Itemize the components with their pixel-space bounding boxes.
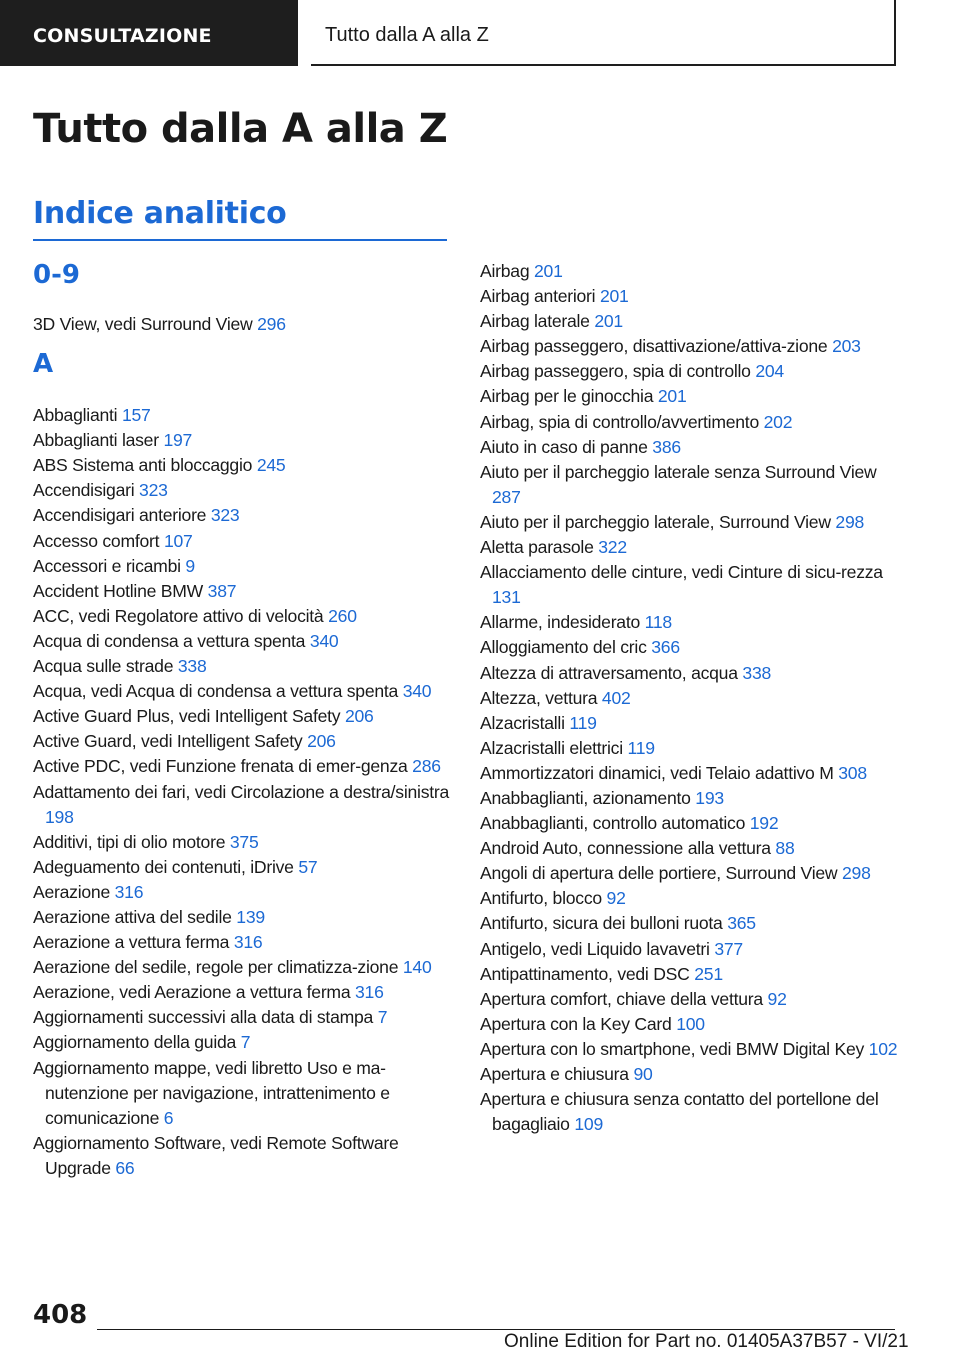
index-entry [33,679,453,704]
index-entry [480,1012,900,1037]
index-entry-page-link[interactable]: 131 [492,587,521,608]
index-entry [33,980,453,1005]
index-entry-page-link[interactable]: 201 [657,386,687,407]
chapter-heading: Tutto dalla A alla Z [311,0,896,66]
index-entry-term: Adeguamento dei contenuti, iDrive [33,856,294,877]
index-entry-page-link[interactable]: 340 [309,630,339,651]
index-entry-page-link[interactable]: 308 [838,762,867,783]
index-entry [480,1087,900,1137]
index-letter-heading: A [33,349,54,380]
index-entry-term: Acqua, vedi Acqua di condensa a vettura spenta [33,681,399,702]
index-entry [480,610,900,635]
index-entry [480,786,900,811]
index-entry [33,629,453,654]
index-entry [33,554,453,579]
index-entry-term: Anabbaglianti, azionamento [480,787,691,808]
index-entry-term: Antifurto, sicura dei bulloni ruota [480,913,723,934]
index-entry-page-link[interactable]: 193 [695,787,724,808]
index-entry-term: Apertura con lo smartphone, vedi BMW Digital Key [480,1038,865,1059]
index-entry-page-link[interactable]: 338 [177,656,207,677]
index-entry-term: Acqua di condensa a vettura spenta [33,630,306,651]
index-entry-term: Aiuto per il parcheggio laterale senza Surround View [480,461,877,482]
index-entry [33,780,453,830]
index-entry [33,955,453,980]
index-entry [480,811,900,836]
index-entry [480,962,900,987]
index-entry [480,460,900,510]
index-entry [33,855,453,880]
index-entry-term: Airbag anteriori [480,286,596,307]
index-entry-term: ACC, vedi Regolatore attivo di velocità [33,605,324,626]
index-entry [480,535,900,560]
index-entry [33,1005,453,1030]
index-entry [480,987,900,1012]
index-entry-term: Accesso comfort [33,530,160,551]
index-entry [33,880,453,905]
index-entry-term: Airbag passeggero, spia di controllo [480,361,751,382]
index-entry-page-link[interactable]: 338 [742,662,772,683]
index-entry-page-link[interactable]: 9 [185,555,195,576]
index-entry-term: Altezza, vettura [480,687,598,708]
index-entry-page-link[interactable]: 206 [307,731,336,752]
index-entry [480,259,900,284]
index-entry-term: Airbag [480,261,530,281]
index-entry-page-link[interactable]: 298 [842,863,871,884]
index-entry [480,435,900,460]
index-entry-term: Accessori e ricambi [33,555,181,576]
index-entry-page-link[interactable]: 316 [114,881,144,902]
index-entry-page-link[interactable]: 386 [652,436,681,457]
index-entry [480,761,900,786]
index-entry-page-link[interactable]: 92 [767,988,787,1009]
index-entry-page-link[interactable]: 140 [402,957,432,978]
index-entry-page-link[interactable]: 92 [606,888,626,909]
index-entry-page-link[interactable]: 66 [115,1157,135,1178]
index-entry-term: Aletta parasole [480,537,594,558]
index-entry-term: Aerazione del sedile, regole per climatizza-zione [33,957,399,978]
index-entry-page-link[interactable]: 287 [492,486,521,507]
index-entry-page-link[interactable]: 109 [574,1114,603,1135]
index-entry [480,937,900,962]
page-number: 408 [33,1300,88,1330]
index-entry-page-link[interactable]: 366 [651,637,680,658]
page-title: Tutto dalla A alla Z [33,106,448,152]
index-entry [33,529,453,554]
index-entry-page-link[interactable]: 100 [676,1013,705,1034]
index-entry-term: Apertura con la Key Card [480,1013,672,1034]
index-entry-page-link[interactable]: 202 [763,411,793,432]
index-entry [480,510,900,535]
index-entry-page-link[interactable]: 157 [121,405,151,426]
index-entry-term: Allacciamento delle cinture, vedi Cinture di sicu-rezza [480,562,883,583]
index-entry [480,410,900,435]
index-entry-page-link[interactable]: 203 [832,336,861,357]
index-entry [480,309,900,334]
index-entry-page-link[interactable]: 201 [594,311,623,332]
index-entry-term: Aiuto in caso di panne [480,436,648,457]
index-entry-term: Active PDC, vedi Funzione frenata di emer-genza [33,756,408,777]
index-entry [480,334,900,359]
index-entry-page-link[interactable]: 316 [233,932,263,953]
index-entry [480,384,900,409]
index-entry-page-link[interactable]: 377 [714,938,743,959]
index-entry-term: Acqua sulle strade [33,656,174,677]
index-entry-term: Accident Hotline BMW [33,580,204,601]
index-entry-term: ABS Sistema anti bloccaggio [33,455,253,476]
section-tab: CONSULTAZIONE [0,0,298,66]
index-entry [480,836,900,861]
index-entry [33,830,453,855]
index-entry-page-link[interactable]: 298 [835,511,865,532]
index-entry-page-link[interactable]: 7 [240,1032,251,1053]
index-entry-term: Active Guard, vedi Intelligent Safety [33,731,303,752]
index-entry-term: 3D View, vedi Surround View [33,314,253,334]
index-entry-term: Active Guard Plus, vedi Intelligent Safety [33,706,341,727]
index-entry-term: Aggiornamento della guida [33,1032,237,1053]
index-entry-page-link[interactable]: 107 [163,530,193,551]
index-entry-page-link[interactable]: 365 [727,913,756,934]
index-entry-term: Additivi, tipi di olio motore [33,831,226,852]
index-entry-page-link[interactable]: 192 [749,813,779,834]
index-entry-term: Adattamento dei fari, vedi Circolazione a destra/sinistra [33,781,450,802]
index-entry-term: Apertura comfort, chiave della vettura [480,988,763,1009]
index-entry-page-link[interactable]: 286 [412,756,441,777]
index-entry [480,911,900,936]
index-entry-page-link[interactable]: 198 [45,806,74,827]
index-entry-page-link[interactable]: 260 [328,605,357,626]
index-entry [480,359,900,384]
index-entry [33,754,453,779]
index-entry-term: Aerazione attiva del sedile [33,906,232,927]
index-entry-term: Anabbaglianti, controllo automatico [480,813,746,834]
index-entry-term: Aerazione, vedi Aerazione a vettura ferma [33,982,351,1003]
index-entry [33,403,453,428]
index-entry [33,905,453,930]
edition-note: Online Edition for Part no. 01405A37B57 - VI/21 [504,1331,909,1352]
index-entry-term: Aiuto per il parcheggio laterale, Surround View [480,511,831,532]
index-entry [480,1062,900,1087]
index-letter-heading: 0-9 [33,260,80,290]
index-entry-term: Aggiornamento Software, vedi Remote Software Upgrade [33,1132,399,1178]
index-entry [33,930,453,955]
index-entry-term: Allarme, indesiderato [480,612,641,633]
subtitle-divider [33,239,447,241]
index-entry-page-link[interactable]: 7 [377,1007,388,1028]
index-entry-term: Airbag laterale [480,311,590,332]
index-entry-page-link[interactable]: 57 [298,856,318,877]
index-entry [480,736,900,761]
index-entry [480,661,900,686]
index-entry [33,654,453,679]
index-entry-page-link[interactable]: 206 [344,706,374,727]
index-entry-page-link[interactable]: 119 [627,737,655,758]
index-entry [33,604,453,629]
index-entry-term: Airbag passeggero, disattivazione/attiva-zione [480,336,828,357]
index-entry [480,861,900,886]
index-entry [480,686,900,711]
index-entry-page-link[interactable]: 323 [210,505,240,526]
index-entry-page-link[interactable]: 201 [534,261,563,281]
index-entry-term: Angoli di apertura delle portiere, Surround View [480,863,838,884]
index-entry [33,1030,453,1055]
index-entry-page-link[interactable]: 251 [694,963,723,984]
index-entry-term: Airbag, spia di controllo/avvertimento [480,411,759,432]
index-entry-term: Aerazione a vettura ferma [33,932,230,953]
index-entry [33,729,453,754]
index-entry-term: Antifurto, blocco [480,888,602,909]
index-entry-term: Aerazione [33,881,110,902]
index-entry [480,886,900,911]
index-entry-term: Apertura e chiusura senza contatto del portellone del bagagliaio [480,1089,879,1135]
index-entry [33,312,453,337]
index-entry-page-link[interactable]: 118 [644,612,672,633]
index-entry [33,453,453,478]
index-entry-term: Airbag per le ginocchia [480,386,654,407]
index-entry [33,478,453,503]
index-entry [33,1056,453,1131]
index-entry-term: Antipattinamento, vedi DSC [480,963,690,984]
index-entry-page-link[interactable]: 204 [755,361,784,382]
index-entry [480,560,900,610]
index-entry-page-link[interactable]: 402 [601,687,631,708]
index-entry [33,503,453,528]
index-column-right [480,259,900,1137]
index-entry-page-link[interactable]: 245 [256,455,286,476]
index-entry-page-link[interactable]: 340 [402,681,432,702]
index-subtitle: Indice analitico [33,196,287,231]
index-entry-term: Apertura e chiusura [480,1064,629,1084]
index-entry-page-link[interactable]: 6 [163,1107,174,1128]
index-entry-term: Aggiornamenti successivi alla data di stampa [33,1007,374,1028]
index-entry-page-link[interactable]: 119 [569,712,597,733]
index-entry-page-link[interactable]: 197 [163,430,193,451]
footer-divider [97,1329,895,1330]
index-entry-page-link[interactable]: 102 [868,1038,898,1059]
index-entry-term: Aggiornamento mappe, vedi libretto Uso e ma-nutenzione per navigazione, intrattenimento e comunicazione [33,1057,390,1128]
index-entry [480,284,900,309]
index-entry-term: Alzacristalli [480,712,565,733]
index-entry-page-link[interactable]: 323 [139,480,168,501]
page-header [0,0,960,66]
index-entry [33,579,453,604]
index-entry-page-link[interactable]: 201 [599,286,629,307]
index-entry-term: Abbaglianti laser [33,430,159,451]
index-entry [480,711,900,736]
index-entry-term: Alzacristalli elettrici [480,737,623,758]
index-entry-page-link[interactable]: 387 [207,580,237,601]
index-entry-term: Antigelo, vedi Liquido lavavetri [480,938,710,959]
index-entry-page-link[interactable]: 316 [355,982,384,1003]
index-entry-page-link[interactable]: 139 [236,906,265,927]
index-entry [33,428,453,453]
index-entry-term: Ammortizzatori dinamici, vedi Telaio adattivo M [480,762,834,783]
index-entry [33,1131,453,1181]
index-entry [33,704,453,729]
index-entry-term: Accendisigari anteriore [33,505,207,526]
index-entry-term: Abbaglianti [33,405,118,426]
index-entry [480,1037,900,1062]
index-entry-page-link[interactable]: 375 [229,831,259,852]
index-entry-term: Android Auto, connessione alla vettura [480,838,771,859]
index-entry-page-link[interactable]: 322 [598,537,627,558]
index-entry-page-link[interactable]: 296 [257,314,286,334]
index-entry-term: Accendisigari [33,480,135,501]
index-entry-page-link[interactable]: 90 [633,1064,653,1084]
index-entry-page-link[interactable]: 88 [775,838,795,859]
index-entry [480,635,900,660]
index-entry-term: Altezza di attraversamento, acqua [480,662,738,683]
index-column-left [33,255,453,1181]
index-entry-term: Alloggiamento del cric [480,637,647,658]
